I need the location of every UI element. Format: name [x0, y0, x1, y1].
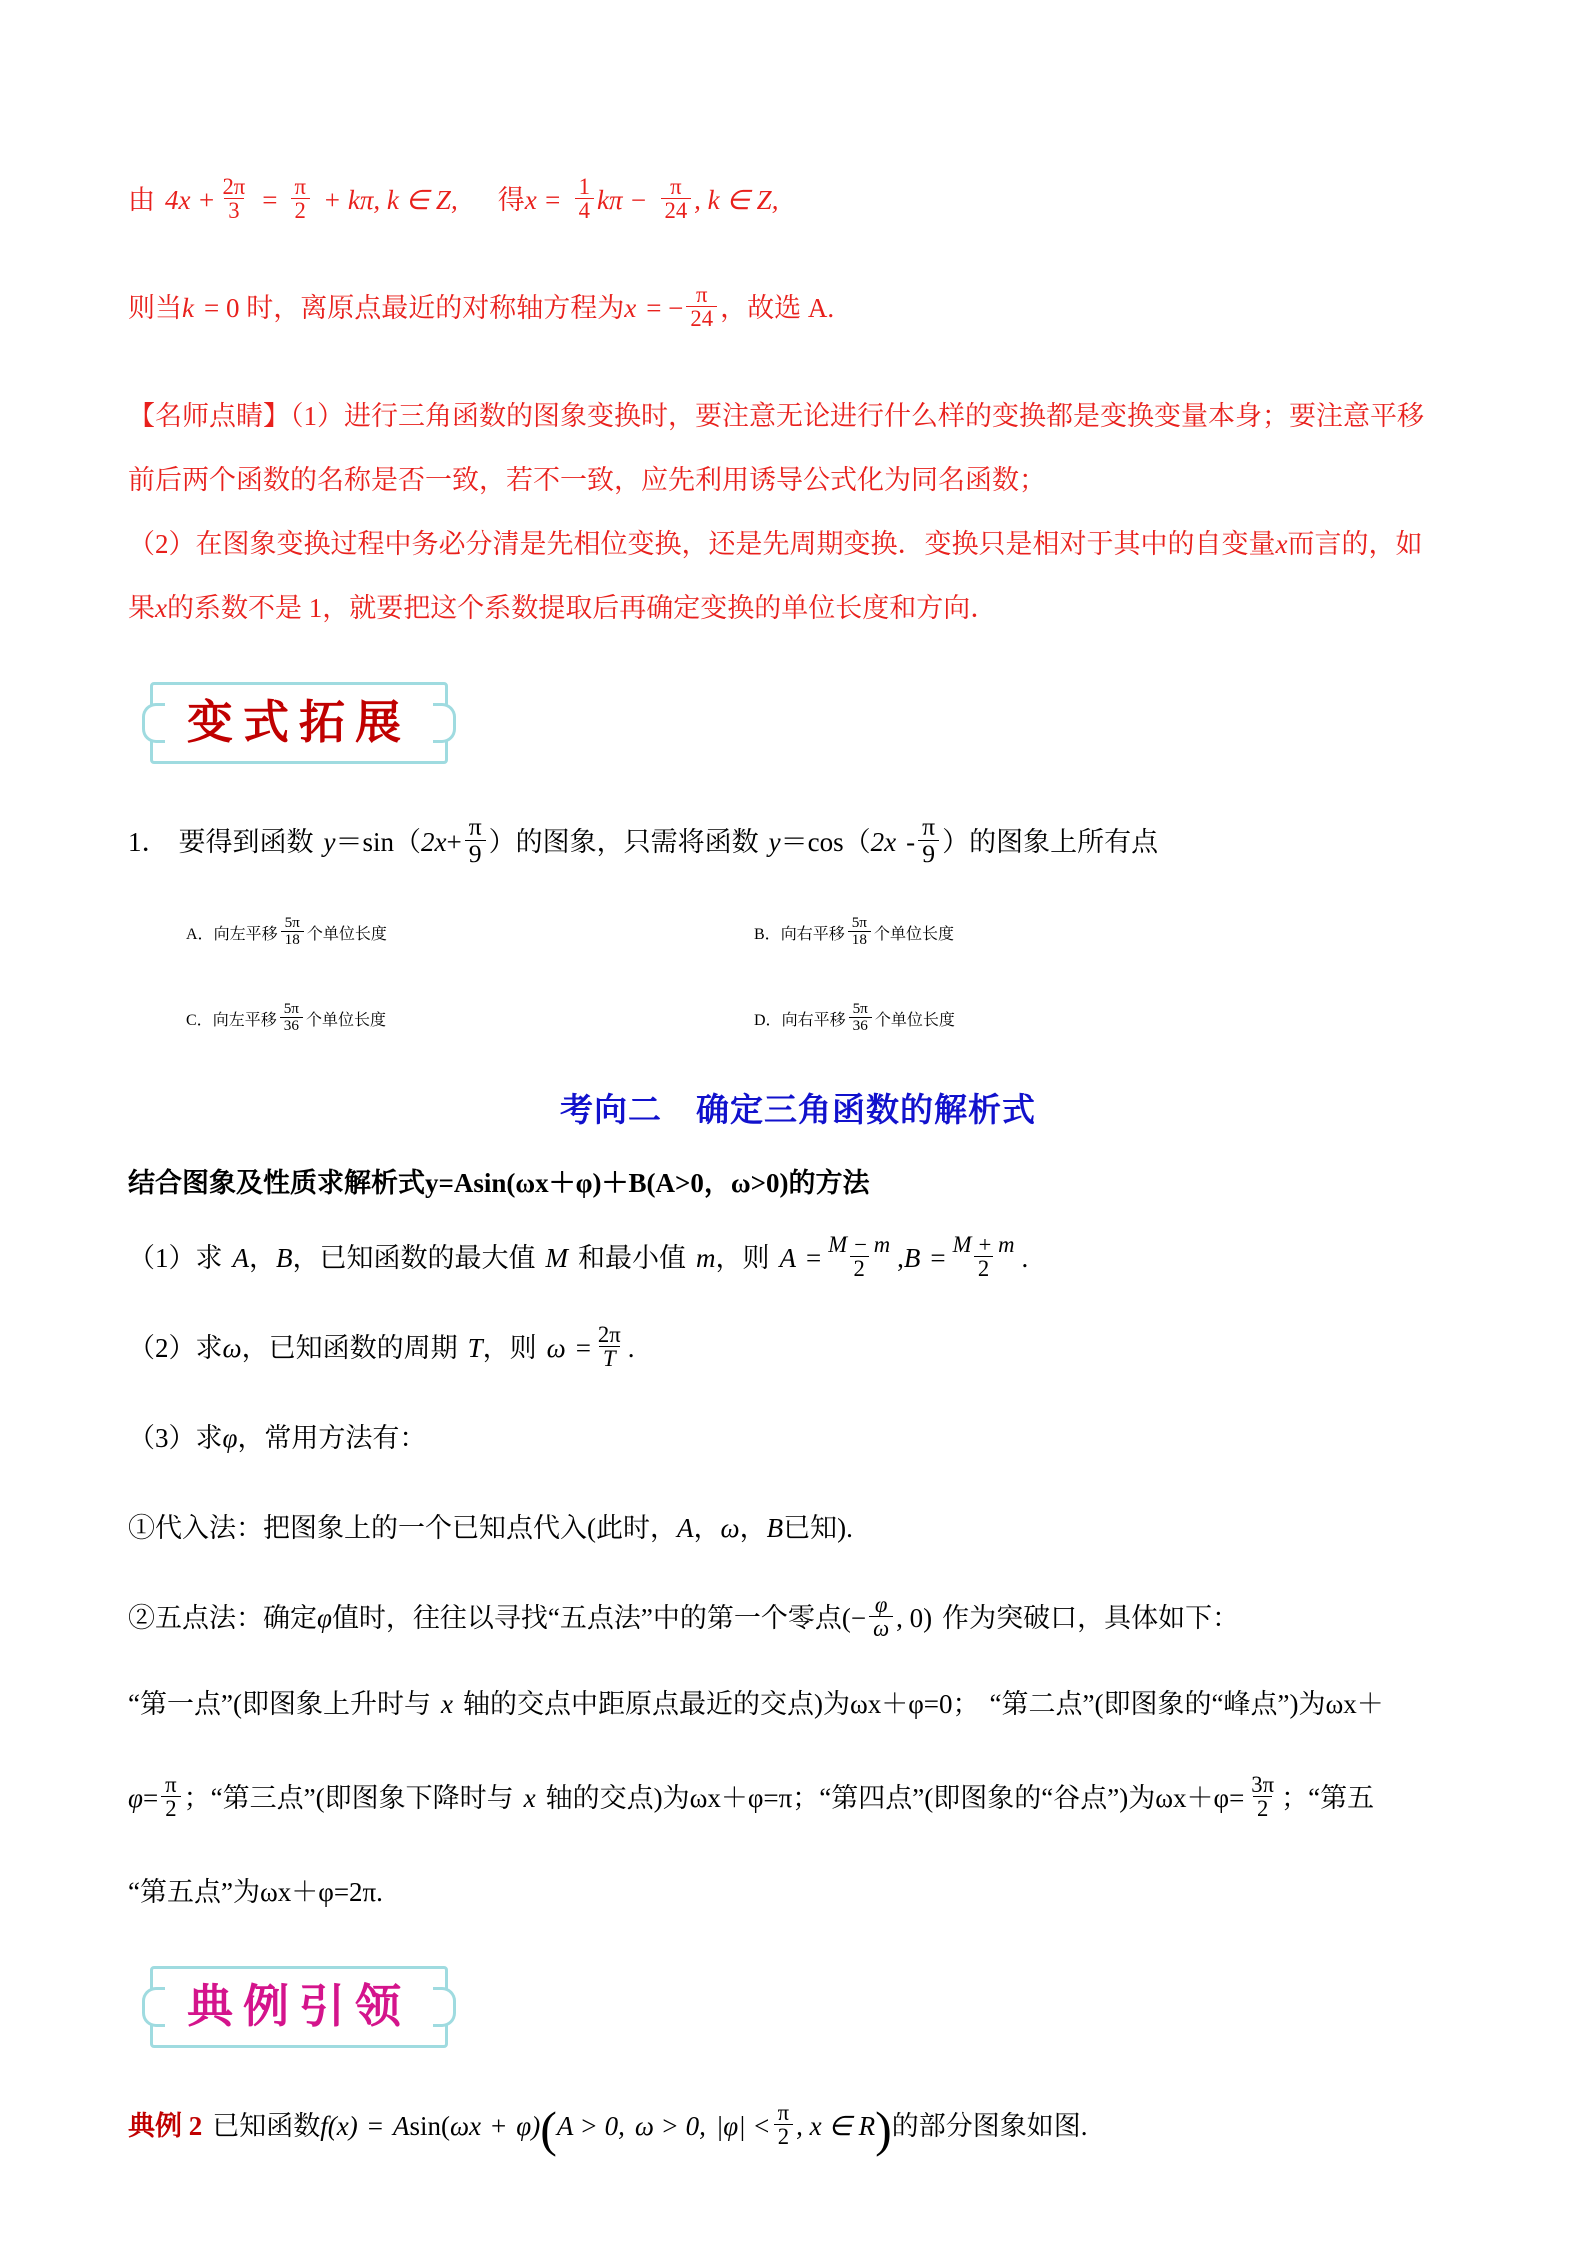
step-1-comma: ， — [249, 1242, 276, 1273]
step-2-text-c: ，则 — [482, 1332, 537, 1363]
tip-2-x-variable-2: x — [155, 593, 167, 623]
question-1-y2: y — [768, 826, 781, 857]
fraction-pi-over-9-cos: $\frac{\pi}{9}$ — [918, 814, 939, 867]
five-points-line-2 — [128, 1766, 1468, 1830]
step-2-omega: ω — [222, 1332, 242, 1363]
step-1-separator: , — [897, 1242, 904, 1273]
teacher-tip-label: 【名师点睛】 — [128, 401, 290, 431]
option-d-direction: 向右平移 — [781, 1011, 846, 1029]
question-1-option-d[interactable] — [696, 1002, 1264, 1034]
method-substitution — [128, 1496, 1468, 1560]
fraction-3pi-over-2-point4: $\frac{3\pi}{2}$ — [1251, 1772, 1275, 1822]
option-d-fraction: $\frac{5\pi}{36}$ — [849, 1001, 872, 1033]
point-3-text-b: 轴的交点)为ωx＋φ=π； — [545, 1782, 820, 1813]
solution-mid-char: 得 — [497, 184, 525, 215]
step-3-text-a: 求 — [195, 1422, 223, 1453]
fraction-2pi-over-T: $\frac{2\pi}{T}$ — [597, 1322, 621, 1372]
page-content — [128, 170, 1468, 2158]
solution-kpi-minus: kπ − — [597, 184, 648, 215]
question-1-arg2-op: - — [906, 826, 916, 857]
option-b-direction: 向右平移 — [780, 925, 845, 943]
five-points-line-3 — [128, 1860, 1468, 1924]
method-1-A: A — [677, 1512, 694, 1543]
point-3-x: x — [523, 1782, 536, 1813]
step-2-period: . — [627, 1332, 635, 1363]
fraction-M-minus-m-over-2: $\frac{M - m}{2}$ — [828, 1232, 891, 1282]
question-1-arg1: 2x — [421, 826, 447, 857]
badge-example-leading — [150, 1966, 448, 2048]
method-2-marker: ②五点法： — [128, 1602, 263, 1633]
option-d-unit: 个单位长度 — [874, 1011, 955, 1029]
option-a-tag: A． — [186, 925, 214, 943]
step-2-equals: = — [575, 1332, 591, 1363]
step-1-equals-2: = — [930, 1242, 946, 1273]
example-2-text-a: 已知函数 — [212, 2110, 321, 2141]
method-1-omega: ω — [720, 1512, 740, 1543]
equals-sign: = — [262, 184, 278, 215]
method-2-paren-b: , 0) — [896, 1602, 933, 1633]
method-2-paren-a: (− — [841, 1602, 867, 1633]
fraction-pi-over-24-answer: $\frac{\pi}{24}$ — [686, 283, 717, 330]
tip-2-text-a: 在图象变换过程中务必分清是先相位变换，还是先周期变换．变换只是相对于其中的自变量 — [195, 529, 1276, 559]
option-d-tag: D． — [754, 1011, 782, 1029]
question-1-text-b: 的图象，只需将函数 — [515, 826, 759, 857]
method-2-phi: φ — [317, 1602, 332, 1633]
point-3-text-a: “第三点”(即图象下降时与 — [210, 1782, 514, 1813]
point-4-text-a: “第四点”(即图象的“谷点”)为ωx＋φ= — [819, 1782, 1245, 1813]
method-2-text-b: 值时，往往以寻找“五点法”中的第一个零点 — [331, 1602, 842, 1633]
question-1-arg1-op: + — [446, 826, 462, 857]
badge-variant-expansion — [150, 682, 448, 764]
big-paren-open: ( — [540, 2101, 557, 2158]
method-step-1 — [128, 1226, 1468, 1290]
option-a-direction: 向左平移 — [213, 925, 278, 943]
tip-2-text-b: 而言的，如果 — [128, 529, 1423, 623]
teacher-tip-paragraph-2 — [128, 512, 1448, 640]
question-1-option-a[interactable] — [128, 916, 696, 948]
solution-tail: , k ∈ Z, — [694, 184, 779, 215]
example-2-cond-x-in-R: , x ∈ R — [796, 2110, 876, 2141]
badge-example-label: 典例引领 — [187, 1979, 411, 2033]
five-points-line-1 — [128, 1672, 1468, 1736]
fraction-pi-over-24: $\frac{\pi}{24}$ — [661, 175, 692, 222]
badge-example-leading-wrap — [128, 1966, 1468, 2048]
question-1-eq1: ＝sin — [335, 826, 394, 857]
option-b-fraction: $\frac{5\pi}{18}$ — [848, 915, 871, 947]
question-1-stem — [128, 810, 1468, 874]
step-1-equals: = — [806, 1242, 822, 1273]
example-2-stem — [128, 2094, 1468, 2158]
step-3-phi: φ — [222, 1422, 238, 1453]
solution-line-2 — [128, 276, 1468, 340]
solution-expr-left: 4x + — [165, 184, 216, 215]
option-c-fraction: $\frac{5\pi}{36}$ — [280, 1001, 303, 1033]
example-2-cond-abs-phi: |φ| < — [715, 2110, 771, 2141]
step-1-B-2: B — [903, 1242, 921, 1273]
point-2-phi: φ — [128, 1782, 143, 1813]
tip-2-text-c: 的系数不是 1，就要把这个系数提取后再确定变换的单位长度和方向． — [166, 593, 998, 623]
question-1-option-b[interactable] — [696, 916, 1264, 948]
method-step-2 — [128, 1316, 1468, 1380]
step-2-T: T — [467, 1332, 483, 1363]
example-2-sin: sin( — [409, 2110, 450, 2141]
step-1-period: . — [1021, 1242, 1029, 1273]
question-1-eq2: ＝cos — [780, 826, 844, 857]
solution-plus-kpi: + kπ, k ∈ Z, — [322, 184, 458, 215]
question-1-number: 1． — [128, 826, 169, 857]
question-1-arg2: 2x — [870, 826, 897, 857]
big-paren-close: ) — [875, 2101, 892, 2158]
method-1-text-a: 把图象上的一个已知点代入(此时， — [263, 1512, 677, 1543]
method-1-text-b: 已知). — [783, 1512, 853, 1543]
question-1-text-c: 的图象上所有点 — [969, 826, 1159, 857]
fraction-2pi-over-3: $\frac{2\pi}{3}$ — [222, 174, 246, 224]
point-2-end: ； — [183, 1782, 211, 1813]
option-b-unit: 个单位长度 — [873, 925, 954, 943]
question-1-text-a: 要得到函数 — [178, 826, 314, 857]
fraction-M-plus-m-over-2: $\frac{M + m}{2}$ — [952, 1232, 1015, 1282]
method-2-text-a: 确定 — [263, 1602, 317, 1633]
option-a-unit: 个单位长度 — [306, 925, 387, 943]
example-2-cond-A: A > 0, — [556, 2110, 625, 2141]
method-five-points — [128, 1586, 1468, 1650]
fraction-1-over-4: $\frac{1}{4}$ — [575, 175, 594, 222]
example-2-plus: + — [491, 2110, 507, 2141]
point-1-text-a: “第一点”(即图象上升时与 — [128, 1688, 431, 1719]
method-1-comma-1: ， — [693, 1512, 721, 1543]
solution-line-1 — [128, 170, 1468, 230]
method-step-3 — [128, 1406, 1468, 1470]
option-b-tag: B． — [754, 925, 781, 943]
question-1-option-c[interactable] — [128, 1002, 696, 1034]
step-1-A: A — [232, 1242, 249, 1273]
point-5-text: “第五点”为ωx＋φ=2π. — [128, 1876, 383, 1907]
point-4-end: ； — [1281, 1782, 1309, 1813]
point-5-text-head: “第五 — [1308, 1782, 1375, 1813]
step-2-text-b: ，已知函数的周期 — [241, 1332, 458, 1363]
step-2-text-a: 求 — [195, 1332, 223, 1363]
point-1-text-b: 轴的交点中距原点最近的交点)为ωx＋φ=0； — [462, 1688, 980, 1719]
tip-2-x-variable: x — [1275, 529, 1288, 559]
question-1-paren-close-2: ） — [942, 826, 970, 857]
fraction-pi-over-2-condition: $\frac{\pi}{2}$ — [774, 2101, 793, 2148]
example-2-phi: φ) — [516, 2110, 541, 2141]
fraction-pi-over-2: $\frac{\pi}{2}$ — [291, 175, 310, 222]
example-2-fx: (x) — [327, 2110, 358, 2141]
question-1-options-row-2 — [128, 986, 1468, 1050]
method-2-text-c: 作为突破口，具体如下： — [942, 1602, 1240, 1633]
example-2-omega-x: ωx — [449, 2110, 482, 2141]
example-2-f: f — [320, 2110, 328, 2141]
step-2-number: （2） — [128, 1332, 196, 1363]
method-1-marker: ①代入法： — [128, 1512, 263, 1543]
tip-2-number: （2） — [128, 529, 196, 559]
x-variable: x — [624, 292, 637, 323]
question-1-options-row-1 — [128, 900, 1468, 964]
step-3-number: （3） — [128, 1422, 196, 1453]
example-2-label: 典例 2 — [128, 2110, 203, 2141]
teacher-tip-paragraph-1 — [128, 384, 1448, 512]
step-2-omega-2: ω — [546, 1332, 566, 1363]
solution-line2-part1: 则当 — [128, 292, 182, 323]
tip-1-text: 进行三角函数的图象变换时，要注意无论进行什么样的变换都是变换变量本身；要注意平移前后两个函数的名称是否一致，若不一致，应先利用诱导公式化为同名函数； — [128, 401, 1424, 495]
section-heading-kaoxiang-2 — [128, 1084, 1468, 1131]
step-1-text-c: 和最小值 — [578, 1242, 686, 1273]
solution-x-equals: x = — [524, 184, 562, 215]
option-c-tag: C． — [186, 1011, 213, 1029]
point-2-text-a: “第二点”(即图象的“峰点”)为ωx＋ — [989, 1688, 1384, 1719]
method-heading: 结合图象及性质求解析式y=Asin(ωx＋φ)＋B(A>0，ω>0)的方法 — [128, 1168, 870, 1198]
method-1-comma-2: ， — [739, 1512, 767, 1543]
section-heading-title: 确定三角函数的解析式 — [696, 1091, 1036, 1128]
step-3-text-b: ，常用方法有： — [237, 1422, 427, 1453]
step-1-m: m — [696, 1242, 716, 1273]
method-1-B: B — [766, 1512, 784, 1543]
question-1-paren-open-1: （ — [394, 826, 421, 857]
step-1-M: M — [545, 1242, 568, 1273]
fraction-pi-over-9-sin: $\frac{\pi}{9}$ — [465, 814, 486, 867]
solution-prefix: 由 — [128, 184, 155, 215]
badge-variant-label: 变式拓展 — [187, 695, 411, 749]
tip-1-number: （1） — [290, 401, 344, 431]
step-1-text-b: ，已知函数的最大值 — [292, 1242, 536, 1273]
question-1-y1: y — [323, 826, 336, 857]
option-c-unit: 个单位长度 — [305, 1011, 386, 1029]
example-2-amplitude: A — [392, 2110, 410, 2141]
point-2-equals: = — [142, 1782, 159, 1813]
point-1-x: x — [440, 1688, 453, 1719]
step-1-number: （1） — [128, 1242, 196, 1273]
k-variable: k — [182, 292, 194, 323]
step-1-B: B — [276, 1242, 293, 1273]
badge-variant-expansion-wrap — [128, 682, 1468, 764]
step-1-text-d: ，则 — [715, 1242, 770, 1273]
question-1-paren-open-2: （ — [843, 826, 871, 857]
step-1-text-a: 求 — [195, 1242, 223, 1273]
solution-line2-part4: ，故选 A. — [720, 292, 835, 323]
option-c-direction: 向左平移 — [212, 1011, 277, 1029]
option-a-fraction: $\frac{5\pi}{18}$ — [281, 915, 304, 947]
solution-line2-part2: = 0 时，离原点最近的对称轴方程为 — [203, 292, 625, 323]
fraction-phi-over-omega: $\frac{\varphi}{\omega}$ — [869, 1593, 893, 1640]
example-2-equals: = — [367, 2110, 383, 2141]
question-1-paren-close-1: ） — [488, 826, 516, 857]
example-2-text-b: 的部分图象如图. — [891, 2110, 1088, 2141]
section-heading-label: 考向二 — [560, 1091, 662, 1128]
example-2-cond-omega: ω > 0, — [634, 2110, 706, 2141]
step-1-A-2: A — [779, 1242, 796, 1273]
fraction-pi-over-2-point2: $\frac{\pi}{2}$ — [161, 1773, 180, 1820]
solution-line2-part3: = − — [646, 292, 684, 323]
